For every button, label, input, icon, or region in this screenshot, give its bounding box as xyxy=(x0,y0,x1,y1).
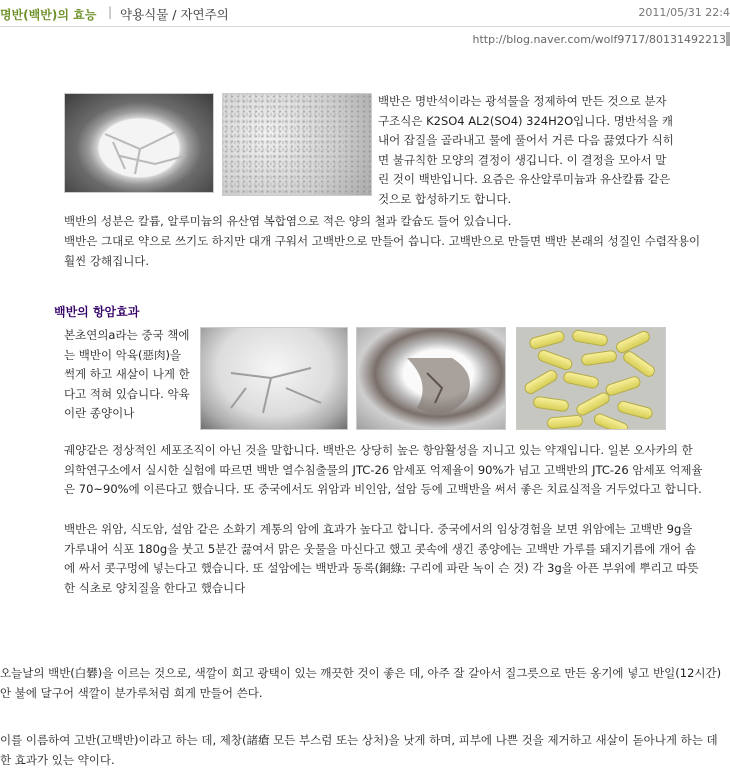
capsule xyxy=(571,329,609,347)
broken-shell-shape xyxy=(357,328,506,430)
header-divider xyxy=(0,26,730,27)
section-side-text: 본초연의a라는 중국 책에는 백반이 악육(惡肉)을 썩게 하고 새살이 나게 한다고 적혀 있습니다. 악육이란 종양이나 xyxy=(64,328,190,421)
capsule xyxy=(580,350,617,367)
capsule xyxy=(532,396,569,413)
section-paragraph-1: 궤양같은 정상적인 세포조직이 아닌 것을 말합니다. 백반은 상당히 높은 항암활성을 지니고 있는 약재입니다. 일본 오사카의 한 의학연구소에서 실시한 실험에 따르면 백반 열수침출물의 JTC-26 암세포 억제율이 90%가 넘고 고백반의 JTC-26 암세포 억제율은 70~90%에 이른다고 했습니다. 또 중국에서도 위암과 비인암, 설암 등에 고백반을 써서 좋은 치료실적을 거두었다고 합니다. xyxy=(64,443,703,497)
title-separator: | xyxy=(108,5,113,19)
broken-alum-photo xyxy=(356,327,506,430)
post-date: 2011/05/31 22:4 xyxy=(638,6,730,19)
bottom-paragraph-2: 이를 이름하여 고반(고백반)이라고 하는 데, 제창(諸瘡 모든 부스럼 또는 상처)을 낫게 하며, 피부에 나쁜 것을 제거하고 새살이 돋아나게 하는 데 한 효과가 있는 약이다. xyxy=(0,733,718,767)
capsule xyxy=(522,368,559,396)
burnt-alum-mound-photo xyxy=(200,327,348,430)
capsule xyxy=(528,330,566,351)
category-link[interactable]: 약용식물 / 자연주의 xyxy=(120,7,229,22)
capsule xyxy=(616,400,654,421)
intro-paragraph-1: 백반의 성분은 칼륨, 알루미늄의 유산염 복합염으로 적은 양의 철과 칼슘도 들어 있습니다. xyxy=(64,214,512,228)
capsule xyxy=(614,329,652,355)
bookmark-icon xyxy=(726,32,730,46)
capsule xyxy=(562,370,600,389)
crack-lines xyxy=(65,94,214,193)
post-url-link[interactable]: http://blog.naver.com/wolf9717/80131492213 xyxy=(472,33,726,46)
intro-paragraph-2: 백반은 그대로 약으로 쓰기도 하지만 대개 구워서 고백반으로 만들어 씁니다. 고백반으로 만들면 백반 본래의 성질인 수렴작용이 훨씬 강해집니다. xyxy=(64,234,701,268)
capsule xyxy=(536,348,574,372)
capsule xyxy=(574,390,611,417)
bottom-paragraph-1: 오늘날의 백반(白礬)을 이르는 것으로, 색깔이 희고 광택이 있는 깨끗한 것이 좋은 데, 아주 잘 갈아서 질그릇으로 만든 옹기에 넣고 반일(12시간)안 불에 달구어 색깔이 분가루처럼 희게 만들어 쓴다. xyxy=(0,666,722,700)
capsule xyxy=(621,349,657,379)
post-header xyxy=(0,0,730,26)
alum-capsules-photo xyxy=(516,327,666,430)
powder-texture xyxy=(223,94,371,195)
capsule xyxy=(604,375,642,398)
alum-crystals-bowl-photo xyxy=(64,93,214,193)
intro-side-text: 백반은 명반석이라는 광석물을 정제하여 만든 것으로 분자 구조식은 K2SO4 AL2(SO4) 324H2O입니다. 명반석을 캐내어 잡질을 골라내고 물에 풀어서 거른 다음 끓였다가 식히면 불규칙한 모양의 결정이 생깁니다. 이 결정을 모아서 말린 것이 백반입니다. 요즘은 유산알루미늄과 유산칼륨 같은 것으로 합성하기도 합니다. xyxy=(378,94,674,206)
post-title[interactable]: 명반(백반)의 효능 xyxy=(0,8,97,22)
section-heading: 백반의 항암효과 xyxy=(54,305,140,319)
mound-cracks xyxy=(201,328,348,430)
capsule xyxy=(547,414,584,429)
section-paragraph-2: 백반은 위암, 식도암, 설암 같은 소화기 계통의 암에 효과가 높다고 합니다. 중국에서의 임상경험을 보면 위암에는 고백반 9g을 가루내어 식포 180g을 붓고 5분간 끓여서 맑은 웃물을 마신다고 했고 콧속에 생긴 종양에는 고백반 가루를 돼지기름에 개어 솜에 싸서 콧구멍에 넣는다고 했습니다. 또 설암에는 백반과 동록(銅綠: 구리에 파란 녹이 슨 것) 각 3g을 아픈 부위에 뿌리고 따뜻한 식초로 양치질을 한다고 했습니다 xyxy=(64,522,699,595)
capsule xyxy=(592,412,630,430)
alum-powder-photo xyxy=(222,93,372,196)
